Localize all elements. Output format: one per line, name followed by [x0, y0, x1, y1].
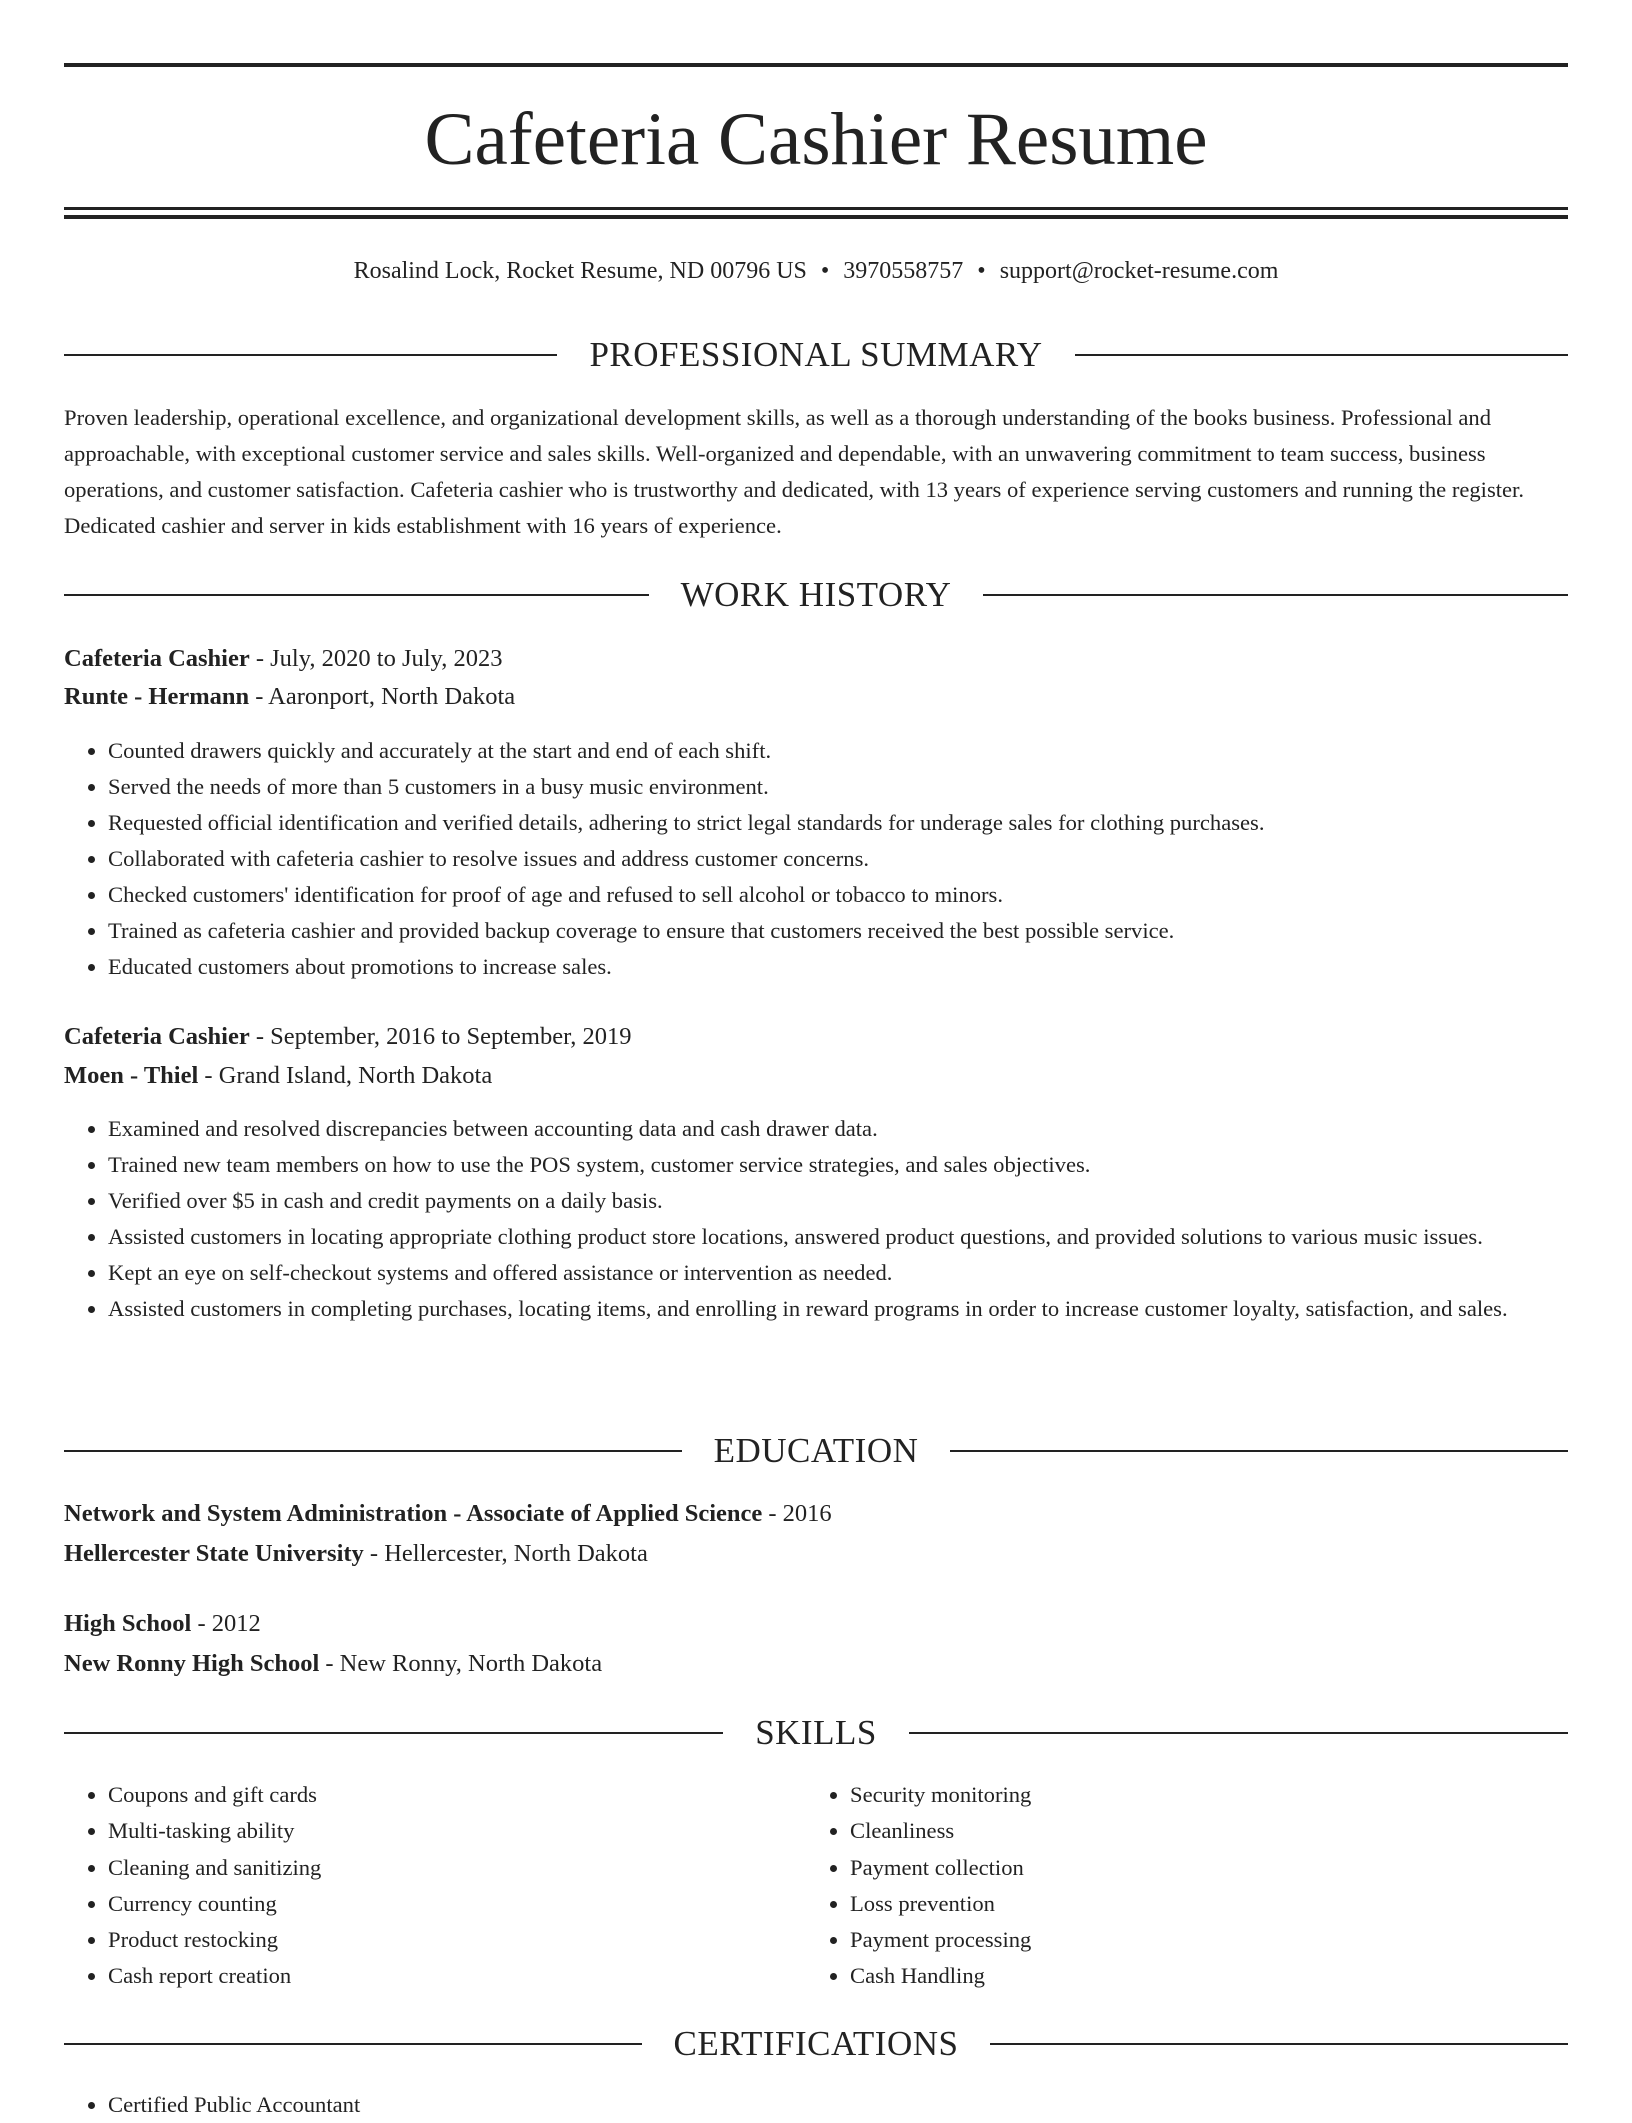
skill-item: • Security monitoring	[850, 1777, 1546, 1813]
certifications-heading	[64, 2022, 1568, 2066]
skill-item: • Coupons and gift cards	[108, 1777, 804, 1813]
section-title: CERTIFICATIONS	[673, 2024, 959, 2063]
education-location: - New Ronny, North Dakota	[319, 1650, 603, 1677]
list-item: • Requested official identification and verified details, adhering to strict legal standards for underage sales for clothing purchases.	[108, 805, 1568, 841]
skill-item: • Cash Handling	[850, 1958, 1546, 1994]
job-dates: - September, 2016 to September, 2019	[249, 1023, 632, 1050]
skill-item: • Cash report creation	[108, 1958, 804, 1994]
education-school-line	[64, 1646, 1568, 1682]
education-year: - 2016	[762, 1500, 832, 1527]
section-title: SKILLS	[755, 1713, 877, 1752]
heading-rule	[64, 1450, 682, 1452]
heading-rule	[990, 2043, 1568, 2045]
job-location: - Grand Island, North Dakota	[198, 1062, 493, 1089]
skill-item: • Currency counting	[108, 1886, 804, 1922]
contact-separator: •	[977, 258, 986, 284]
job-location: - Aaronport, North Dakota	[249, 683, 516, 710]
education-location: - Hellercester, North Dakota	[363, 1540, 648, 1567]
job-title: Cafeteria Cashier	[64, 645, 250, 672]
job-employer-line	[64, 1058, 1568, 1094]
heading-rule	[64, 594, 649, 596]
education-heading	[64, 1429, 1568, 1473]
job-employer: Runte - Hermann	[64, 683, 250, 710]
education-degree-line	[64, 1496, 1568, 1532]
contact-phone: 3970558757	[843, 258, 964, 284]
list-item: • Served the needs of more than 5 customers in a busy music environment.	[108, 769, 1568, 805]
education-degree: Network and System Administration - Associate of Applied Science	[64, 1500, 763, 1527]
list-item: • Collaborated with cafeteria cashier to resolve issues and address customer concerns.	[108, 841, 1568, 877]
skill-item: • Cleanliness	[850, 1813, 1546, 1849]
skills-heading	[64, 1711, 1568, 1755]
certification-item: • Certified Public Accountant	[108, 2087, 1568, 2123]
contact-separator: •	[820, 258, 830, 284]
skill-item: • Loss prevention	[850, 1886, 1546, 1922]
list-item: • Trained new team members on how to use the POS system, customer service strategies, and sales objectives.	[108, 1147, 1568, 1183]
title-rule-upper	[64, 207, 1568, 210]
summary-text: Proven leadership, operational excellence, and organizational development skills, as well as a thorough understanding of the books business. Professional and approachable, with exceptional customer service and sales skills. Well-organized and dependable, with an unwavering commitment to team success, business operations, and customer satisfaction. Cafeteria cashier who is trustworthy and dedicated, with 13 years of experience serving customers and running the register. Dedicated cashier and server in kids establishment with 16 years of experience.	[64, 405, 1524, 538]
job-bullets	[64, 1111, 1568, 1327]
page-title: Cafeteria Cashier Resume	[424, 98, 1208, 181]
contact-line	[64, 254, 1568, 288]
top-rule	[64, 63, 1568, 67]
section-title: EDUCATION	[713, 1431, 919, 1470]
heading-rule	[1075, 354, 1568, 356]
education-degree: High School	[64, 1610, 192, 1637]
skill-item: • Product restocking	[108, 1922, 804, 1958]
list-item: • Counted drawers quickly and accurately at the start and end of each shift.	[108, 733, 1568, 769]
summary-heading	[64, 333, 1568, 377]
skill-item: • Multi-tasking ability	[108, 1813, 804, 1849]
contact-email: support@rocket-resume.com	[999, 258, 1279, 284]
list-item: • Assisted customers in locating appropriate clothing product store locations, answered product questions, and provided solutions to various music issues.	[108, 1219, 1568, 1255]
skill-item: • Payment collection	[850, 1850, 1546, 1886]
list-item: • Educated customers about promotions to increase sales.	[108, 949, 1568, 985]
list-item: • Examined and resolved discrepancies between accounting data and cash drawer data.	[108, 1111, 1568, 1147]
certifications-list	[64, 2087, 1568, 2123]
skills-list-right	[806, 1777, 1546, 1995]
heading-rule	[64, 354, 557, 356]
title-rule-lower	[64, 215, 1568, 219]
heading-rule	[909, 1732, 1568, 1734]
work-history-heading	[64, 573, 1568, 617]
heading-rule	[64, 2043, 642, 2045]
heading-rule	[950, 1450, 1568, 1452]
job-employer-line	[64, 679, 1568, 715]
list-item: • Kept an eye on self-checkout systems and offered assistance or intervention as needed.	[108, 1255, 1568, 1291]
section-title: PROFESSIONAL SUMMARY	[589, 335, 1043, 374]
section-title: WORK HISTORY	[680, 575, 952, 614]
education-school: Hellercester State University	[64, 1540, 364, 1567]
education-school: New Ronny High School	[64, 1650, 320, 1677]
list-item: • Checked customers' identification for proof of age and refused to sell alcohol or tobacco to minors.	[108, 877, 1568, 913]
heading-rule	[64, 1732, 723, 1734]
list-item: • Verified over $5 in cash and credit payments on a daily basis.	[108, 1183, 1568, 1219]
job-dates: - July, 2020 to July, 2023	[249, 645, 503, 672]
education-school-line	[64, 1536, 1568, 1572]
education-degree-line	[64, 1606, 1568, 1642]
heading-rule	[983, 594, 1568, 596]
job-bullets	[64, 733, 1568, 985]
list-item: • Assisted customers in completing purchases, locating items, and enrolling in reward programs in order to increase customer loyalty, satisfaction, and sales.	[108, 1291, 1568, 1327]
education-year: - 2012	[191, 1610, 261, 1637]
job-title-line	[64, 641, 1568, 677]
skills-list-left	[64, 1777, 804, 1995]
skill-item: • Payment processing	[850, 1922, 1546, 1958]
job-employer: Moen - Thiel	[64, 1062, 199, 1089]
list-item: • Trained as cafeteria cashier and provided backup coverage to ensure that customers received the best possible service.	[108, 913, 1568, 949]
job-title-line	[64, 1019, 1568, 1055]
job-title: Cafeteria Cashier	[64, 1023, 250, 1050]
contact-address: Rosalind Lock, Rocket Resume, ND 00796 US	[353, 258, 807, 284]
skill-item: • Cleaning and sanitizing	[108, 1850, 804, 1886]
